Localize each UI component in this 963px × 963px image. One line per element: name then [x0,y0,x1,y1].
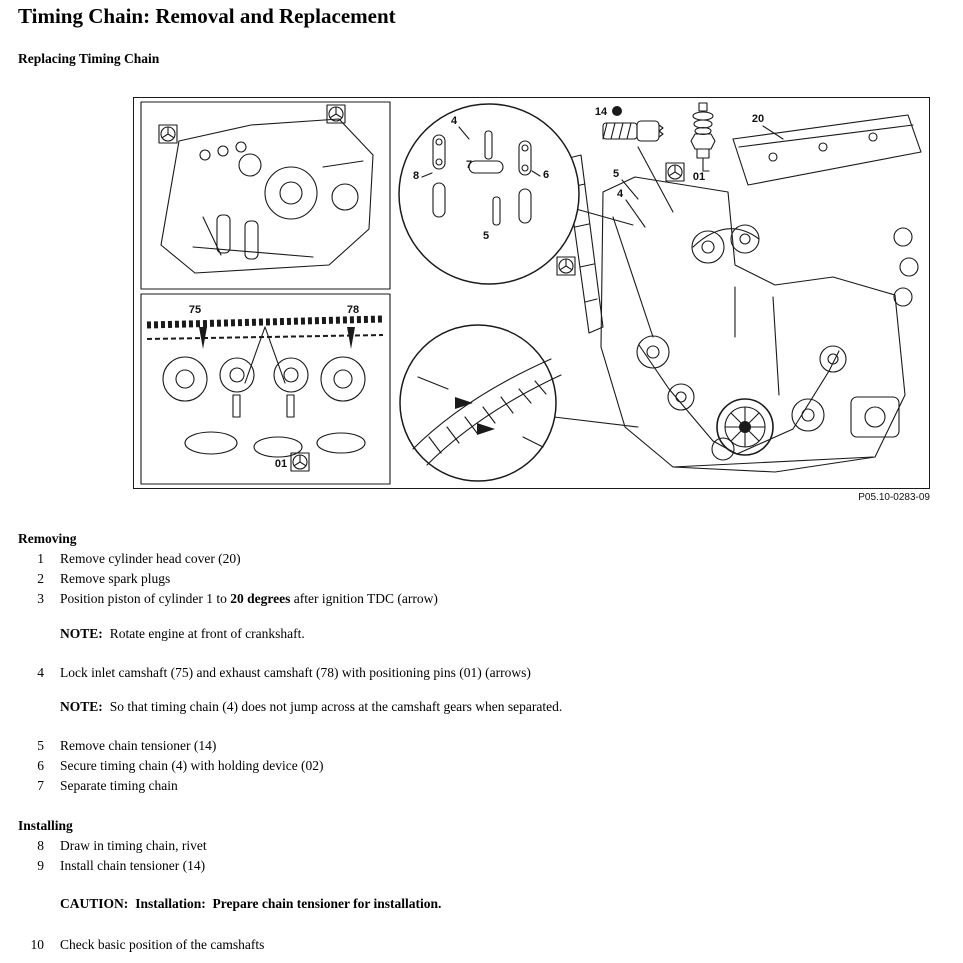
instructions [18,529,945,954]
callout-7: 7 [465,159,473,171]
step-row [18,836,945,855]
callout-6: 6 [542,169,550,181]
step-row [18,736,945,755]
figure-container [133,97,930,503]
note-block [60,697,945,716]
step-number: 9 [37,857,44,873]
callout-4: 4 [450,115,458,127]
heading-removing: Removing [18,531,77,546]
step-text: Check basic position of the camshafts [60,937,265,953]
step-text: Secure timing chain (4) with holding device (02) [60,758,324,774]
callout-14: 14 [594,106,608,118]
step-text: Remove spark plugs [60,571,171,587]
circled-letter-icon [612,106,622,116]
caution-block [60,894,945,913]
step-number: 8 [37,837,44,853]
section-subtitle: Replacing Timing Chain [18,51,160,66]
step-number: 1 [37,551,44,567]
step-row [18,935,945,954]
step-text: Remove cylinder head cover (20) [60,551,241,567]
step-row [18,663,945,682]
callout-20: 20 [751,113,765,125]
note-label: NOTE: [60,625,103,641]
note-label: NOTE: [60,698,103,714]
step-number: 3 [37,591,44,607]
step-number: 4 [37,664,44,680]
step-number: 5 [37,738,44,754]
step-text-segment: Position piston of cylinder 1 to [60,591,231,607]
detail-circle-chain-links [399,104,579,284]
step-text: Remove chain tensioner (14) [60,738,217,754]
step-row [18,549,945,568]
callout-78: 78 [346,304,360,316]
step-row [18,569,945,588]
page-title: Timing Chain: Removal and Replacement [18,4,396,28]
note-block [60,624,945,643]
step-number: 7 [37,778,44,794]
step-number: 6 [37,758,44,774]
callout-5: 5 [482,230,490,242]
callout-5-engine: 5 [612,168,620,180]
heading-installing: Installing [18,817,73,833]
note-text: So that timing chain (4) does not jump across at the camshaft gears when separated. [109,698,563,714]
callout-8: 8 [412,170,420,182]
callout-01-engine: 01 [692,171,706,183]
step-text [60,589,945,608]
caution-label: CAUTION: [60,896,129,912]
figure-caption: P05.10-0283-09 [858,492,930,503]
step-text: Install chain tensioner (14) [60,857,206,873]
step-row [18,856,945,875]
step-number: 2 [37,571,44,587]
engine-diagram [133,97,930,489]
caution-text: Installation: Prepare chain tensioner for installation. [135,896,442,912]
step-number: 10 [30,937,44,953]
step-text-bold: 20 degrees [230,591,291,607]
step-row [18,589,945,608]
step-row [18,776,945,795]
step-text: Separate timing chain [60,778,178,794]
callout-75: 75 [188,304,202,316]
step-text: Draw in timing chain, rivet [60,837,207,853]
step-row [18,756,945,775]
callout-4-engine: 4 [616,188,624,200]
step-text: Lock inlet camshaft (75) and exhaust camshaft (78) with positioning pins (01) (arrows) [60,664,531,680]
step-text-segment: after ignition TDC (arrow) [290,591,438,607]
callout-01-pins: 01 [274,458,288,470]
note-text: Rotate engine at front of crankshaft. [109,625,305,641]
